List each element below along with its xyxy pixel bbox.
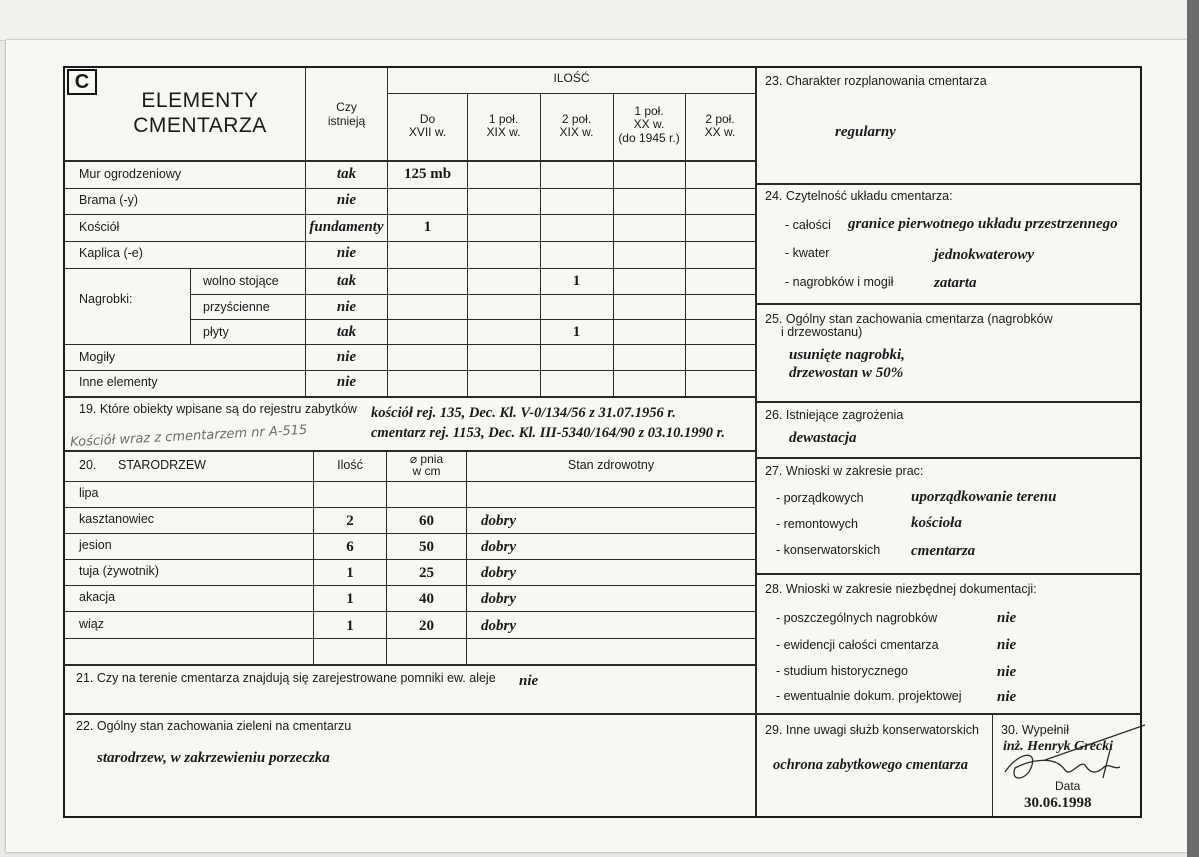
tree-qty: 1 (346, 565, 354, 581)
s25-label-line2: i drzewostanu) (781, 325, 863, 339)
form-title-line2: CMENTARZA (133, 114, 267, 138)
element-exists-value: nie (336, 349, 357, 365)
column-divider-main (755, 67, 757, 817)
s24-row-value: jednokwaterowy (934, 247, 1034, 263)
grid-line (64, 268, 755, 269)
s22-value: starodrzew, w zakrzewieniu porzeczka (97, 750, 330, 766)
s28-row-value: nie (997, 610, 1017, 626)
grid-line (756, 183, 1141, 185)
s30-date: 30.06.1998 (1024, 795, 1092, 811)
tree-qty: 6 (346, 539, 354, 555)
section-letter-box: C (67, 69, 97, 95)
grid-line (190, 268, 191, 344)
period-header: 1 poł. XIX w. (486, 112, 521, 140)
s28-row-value: nie (997, 664, 1017, 680)
s20-number: 20. (79, 458, 97, 472)
grid-line (64, 344, 755, 345)
tree-diameter: 40 (419, 591, 434, 607)
element-label: przyścienne (203, 300, 270, 314)
grid-line (190, 294, 755, 295)
s21-label: 21. Czy na terenie cmentarza znajdują się zarejestrowane pomniki ew. aleje (76, 671, 496, 685)
s25-label-line1: 25. Ogólny stan zachowania cmentarza (nagrobków (765, 312, 1053, 326)
s25-value-line2: drzewostan w 50% (789, 365, 904, 381)
grid-line (64, 664, 755, 666)
s24-row-label: - kwater (785, 246, 830, 260)
s20-col-diameter: ⌀ pnia w cm (409, 452, 444, 478)
grid-line (756, 573, 1141, 575)
grid-line (64, 396, 755, 398)
s20-col-health: Stan zdrowotny (567, 458, 655, 472)
graves-label: Nagrobki: (79, 292, 133, 306)
tree-health: dobry (481, 539, 516, 555)
element-label: Mogiły (79, 350, 116, 364)
tree-health: dobry (481, 591, 516, 607)
s24-row-value: granice pierwotnego układu przestrzennego (848, 216, 1118, 232)
s28-row-label: - poszczególnych nagrobków (776, 611, 938, 625)
s27-row-value: kościoła (911, 515, 962, 531)
grid-line (64, 611, 755, 612)
s28-label: 28. Wnioski w zakresie niezbędnej dokumentacji: (765, 582, 1037, 596)
element-label: Kaplica (-e) (79, 246, 143, 260)
element-exists-value: nie (336, 374, 357, 390)
grid-line (466, 451, 467, 665)
grid-line (64, 188, 755, 189)
element-exists-value: nie (336, 299, 357, 315)
element-exists-value: tak (336, 273, 357, 289)
s30-name: inż. Henryk Grecki (1003, 739, 1114, 754)
s27-row-value: cmentarza (911, 543, 976, 559)
period-header: 2 poł. XIX w. (559, 112, 594, 140)
s19-pencil-note: Kościół wraz z cmentarzem nr A-515 (69, 422, 308, 451)
tree-health: dobry (481, 565, 516, 581)
grid-line (756, 457, 1141, 459)
grid-line (190, 319, 755, 320)
grid-line (756, 713, 1141, 715)
s24-row-label: - nagrobków i mogił (785, 275, 894, 289)
element-label: płyty (203, 325, 229, 339)
grid-line (64, 507, 755, 508)
element-exists-value: nie (336, 192, 357, 208)
period-header: Do XVII w. (408, 112, 447, 140)
tree-name: lipa (79, 486, 99, 500)
grid-line (64, 370, 755, 371)
element-label: Mur ogrodzeniowy (79, 167, 182, 181)
s28-row-value: nie (997, 689, 1017, 705)
tree-name: wiąz (79, 617, 105, 631)
grid-line (64, 638, 755, 639)
scanner-edge (1187, 0, 1199, 857)
tree-health: dobry (481, 618, 516, 634)
tree-diameter: 60 (419, 513, 434, 529)
s27-row-label: - remontowych (776, 517, 858, 531)
s20-col-qty: Ilość (337, 458, 363, 472)
s27-row-value: uporządkowanie terenu (911, 489, 1057, 505)
column-header-quantity: ILOŚĆ (553, 71, 590, 85)
s27-label: 27. Wnioski w zakresie prac: (765, 464, 924, 478)
form-title (110, 88, 290, 138)
element-quantity-cell: 1 (572, 273, 581, 289)
element-label: Brama (-y) (79, 193, 139, 207)
element-exists-value: fundamenty (309, 219, 384, 235)
s27-row-label: - porządkowych (776, 491, 864, 505)
tree-health: dobry (481, 513, 516, 529)
tree-qty: 2 (346, 513, 354, 529)
s29-value: ochrona zabytkowego cmentarza (773, 757, 968, 773)
element-exists-value: tak (336, 324, 357, 340)
s24-row-label: - całości (785, 218, 831, 232)
s28-row-label: - ewidencji całości cmentarza (776, 638, 939, 652)
page-top-strip (0, 0, 1199, 41)
s25-value-line1: usunięte nagrobki, (789, 347, 905, 363)
period-header: 2 poł. XX w. (704, 112, 736, 140)
s22-label: 22. Ogólny stan zachowania zieleni na cmentarzu (76, 719, 352, 733)
s26-value: dewastacja (789, 430, 857, 446)
s27-row-label: - konserwatorskich (776, 543, 881, 557)
s19-value-line1: kościół rej. 135, Dec. Kl. V-0/134/56 z 31.07.1956 r. (371, 405, 676, 421)
element-label: Inne elementy (79, 375, 158, 389)
grid-line (64, 713, 755, 715)
form-title-line1: ELEMENTY (141, 89, 259, 112)
period-header: 1 poł. XX w. (do 1945 r.) (618, 104, 680, 145)
tree-diameter: 50 (419, 539, 434, 555)
grid-line (64, 160, 755, 162)
element-label: wolno stojące (203, 274, 279, 288)
tree-name: akacja (79, 590, 116, 604)
tree-qty: 1 (346, 618, 354, 634)
element-quantity-cell: 1 (423, 219, 432, 235)
element-quantity-cell: 1 (572, 324, 581, 340)
tree-diameter: 25 (419, 565, 434, 581)
tree-diameter: 20 (419, 618, 434, 634)
element-exists-value: tak (336, 166, 357, 182)
grid-line (64, 241, 755, 242)
element-label: Kościół (79, 220, 120, 234)
s23-label: 23. Charakter rozplanowania cmentarza (765, 74, 987, 88)
s20-title: STARODRZEW (118, 458, 206, 472)
s19-label: 19. Które obiekty wpisane są do rejestru zabytków (79, 402, 357, 416)
grid-line (64, 214, 755, 215)
grid-line (388, 93, 755, 94)
column-header-exists: Czy istnieją (327, 100, 366, 128)
grid-line (64, 585, 755, 586)
s30-label: 30. Wypełnił (1001, 723, 1069, 737)
s24-label: 24. Czytelność układu cmentarza: (765, 189, 953, 203)
s30-date-label: Data (1055, 779, 1081, 793)
grid-line (756, 401, 1141, 403)
s23-value: regularny (835, 124, 896, 140)
s28-row-label: - studium historycznego (776, 664, 909, 678)
grid-line (64, 559, 755, 560)
tree-name: kasztanowiec (79, 512, 155, 526)
grid-line (64, 533, 755, 534)
signature (985, 720, 1145, 790)
s24-row-value: zatarta (934, 275, 977, 291)
tree-qty: 1 (346, 591, 354, 607)
grid-line (64, 481, 755, 482)
s19-value-line2: cmentarz rej. 1153, Dec. Kl. III-5340/164/90 z 03.10.1990 r. (371, 425, 726, 441)
tree-name: jesion (79, 538, 112, 552)
s29-label: 29. Inne uwagi służb konserwatorskich (765, 723, 980, 737)
grid-line (756, 303, 1141, 305)
element-exists-value: nie (336, 245, 357, 261)
s28-row-value: nie (997, 637, 1017, 653)
tree-name: tuja (żywotnik) (79, 564, 159, 578)
s28-row-label: - ewentualnie dokum. projektowej (776, 689, 962, 703)
element-quantity-cell: 125 mb (403, 166, 452, 182)
s21-value: nie (519, 673, 539, 689)
s26-label: 26. Istniejące zagrożenia (765, 408, 904, 422)
